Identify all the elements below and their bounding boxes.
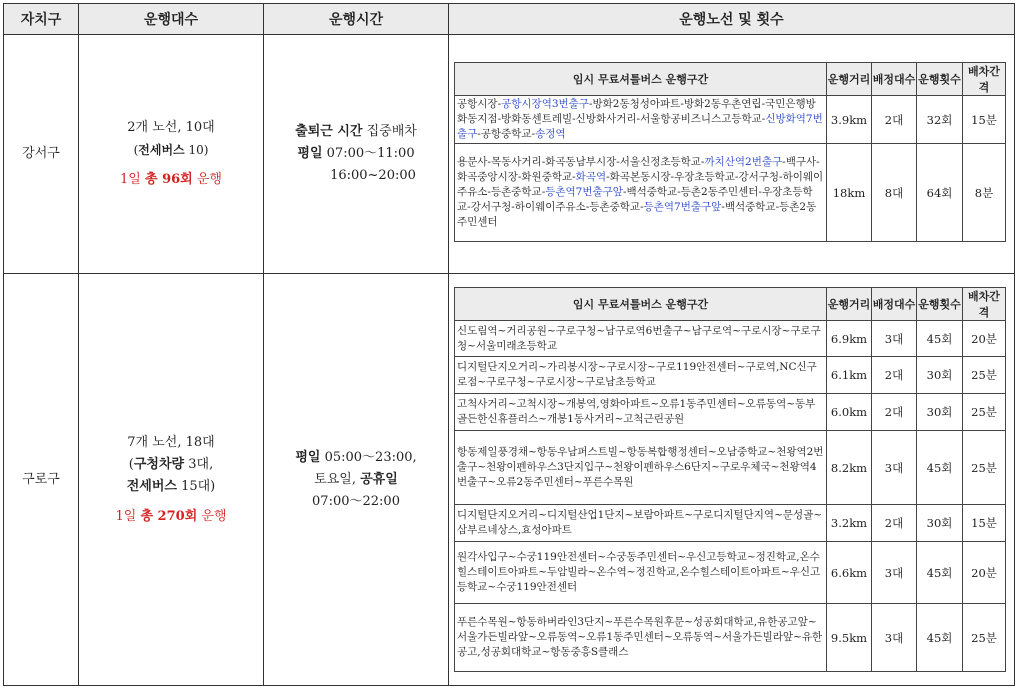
routes-table <box>454 287 1006 672</box>
route-distance: 6.9km <box>827 321 872 357</box>
district-name: 구로구 <box>4 274 79 686</box>
route-path: 공항시장-공항시장역3번출구-방화2동청성아파트-방화2동우촌연립-국민은행방화동지점-방화동센트레빌-신방화사거리-서울항공비즈니스고등학교-신방화역7번출구-공항중학교-송정역 <box>455 96 827 144</box>
vehicles-detail-2: 전세버스 15대) <box>126 478 216 494</box>
hours-pm: 16:00~20:00 <box>330 168 416 183</box>
shuttle-bus-table-container <box>3 3 1015 685</box>
route-buses: 2대 <box>872 96 917 144</box>
district-row-guro <box>4 274 1015 686</box>
route-row <box>455 431 1006 505</box>
vehicles-line: 2개 노선, 10대 <box>127 120 215 135</box>
route-trips: 45회 <box>917 431 963 505</box>
route-row <box>455 144 1006 242</box>
route-buses: 2대 <box>872 505 917 542</box>
route-row <box>455 394 1006 431</box>
route-distance: 3.2km <box>827 505 872 542</box>
hours-cell <box>264 35 449 274</box>
routes-header-0: 임시 무료셔틀버스 운행구간 <box>455 288 827 321</box>
route-distance: 18km <box>827 144 872 242</box>
routes-header-2: 배정대수 <box>872 63 917 96</box>
route-buses: 8대 <box>872 144 917 242</box>
route-row <box>455 357 1006 394</box>
route-interval: 15분 <box>963 96 1006 144</box>
routes-header-2: 배정대수 <box>872 288 917 321</box>
route-trips: 45회 <box>917 321 963 357</box>
route-interval: 15분 <box>963 505 1006 542</box>
vehicles-cell <box>79 35 264 274</box>
routes-cell <box>449 35 1015 274</box>
header-row <box>4 4 1015 35</box>
routes-header-4: 배차간격 <box>963 288 1006 321</box>
route-buses: 2대 <box>872 394 917 431</box>
route-interval: 8분 <box>963 144 1006 242</box>
route-trips: 30회 <box>917 357 963 394</box>
routes-header-0: 임시 무료셔틀버스 운행구간 <box>455 63 827 96</box>
route-trips: 32회 <box>917 96 963 144</box>
route-trips: 45회 <box>917 604 963 672</box>
district-row-gangseo <box>4 35 1015 274</box>
route-row <box>455 604 1006 672</box>
district-name: 강서구 <box>4 35 79 274</box>
route-interval: 25분 <box>963 394 1006 431</box>
routes-header-1: 운행거리 <box>827 288 872 321</box>
route-row <box>455 542 1006 604</box>
hours-weekend-label: 토요일, 공휴일 <box>314 471 398 487</box>
routes-header-row <box>455 63 1006 96</box>
routes-header-3: 운행횟수 <box>917 63 963 96</box>
routes-table <box>454 62 1006 242</box>
hours-weekend: 07:00～22:00 <box>312 493 400 509</box>
route-interval: 25분 <box>963 604 1006 672</box>
route-distance: 6.1km <box>827 357 872 394</box>
hours-cell <box>264 274 449 686</box>
route-buses: 2대 <box>872 357 917 394</box>
route-path: 항동제일풍경채~항동우남퍼스트빌~항동복합행정센터~오남중학교~천왕역2번출구~천왕이펜하우스3단지입구~천왕이펜하우스6단지~구로우체국~천왕역4번출구~오류2동주민센터~푸른수목원 <box>455 431 827 505</box>
routes-header-row <box>455 288 1006 321</box>
route-path: 푸른수목원~항동하버라인3단지~푸른수목원후문~성공회대학교,유한공고앞~서울가든빌라앞~오류동역~오류1동주민센터~오류동역~서울가든빌라앞~유한공고,성공회대학교~항동중흥S클래스 <box>455 604 827 672</box>
route-path: 고척사거리~고척시장~개봉역,영화아파트~오류1동주민센터~오류동역~동부골든한신휴플러스~개봉1동사거리~고척근린공원 <box>455 394 827 431</box>
route-path: 디지털단지오거리~가리봉시장~구로시장~구로119안전센터~구로역,NC신구로점~구로구청~구로시장~구로남초등학교 <box>455 357 827 394</box>
route-path: 원각사입구~수궁119안전센터~수궁동주민센터~우신고등학교~정진학교,온수힐스테이트아파트~두암빌라~온수역~정진학교,온수힐스테이트아파트~우신고등학교~수궁119안전센터 <box>455 542 827 604</box>
route-trips: 45회 <box>917 542 963 604</box>
header-vehicles: 운행대수 <box>79 4 264 35</box>
route-row <box>455 505 1006 542</box>
route-distance: 8.2km <box>827 431 872 505</box>
route-interval: 25분 <box>963 357 1006 394</box>
route-distance: 3.9km <box>827 96 872 144</box>
route-distance: 6.0km <box>827 394 872 431</box>
route-buses: 3대 <box>872 321 917 357</box>
route-row <box>455 321 1006 357</box>
vehicles-detail: (전세버스 10) <box>133 143 209 157</box>
route-trips: 30회 <box>917 505 963 542</box>
route-distance: 6.6km <box>827 542 872 604</box>
total-trips: 1일 총 96회 운행 <box>120 172 222 187</box>
route-path: 신도림역~거리공원~구로구청~남구로역6번출구~남구로역~구로시장~구로구청~서울미래초등학교 <box>455 321 827 357</box>
route-buses: 3대 <box>872 431 917 505</box>
routes-header-4: 배차간격 <box>963 63 1006 96</box>
route-interval: 25분 <box>963 431 1006 505</box>
route-trips: 64회 <box>917 144 963 242</box>
routes-header-1: 운행거리 <box>827 63 872 96</box>
header-district: 자치구 <box>4 4 79 35</box>
route-distance: 9.5km <box>827 604 872 672</box>
route-buses: 3대 <box>872 542 917 604</box>
header-hours: 운행시간 <box>264 4 449 35</box>
hours-weekday: 평일 07:00～11:00 <box>297 146 415 161</box>
route-row <box>455 96 1006 144</box>
vehicles-cell <box>79 274 264 686</box>
route-path: 용문사-목동사거리-화곡동남부시장-서울신정초등학교-까치산역2번출구-백구사-화곡중앙시장-화원중학교-화곡역-화곡본동시장-우장초등학교-강서구청-하이웨이주유소-등촌중학교-등촌역7번출구앞-백석중학교-등촌2동주민센터-우장초등학교-강서구청-하이웨이주유소-등촌중학교-등촌역7번출구앞-백석중학교-등촌2동주민센터 <box>455 144 827 242</box>
vehicles-line: 7개 노선, 18대 <box>127 434 215 450</box>
route-buses: 3대 <box>872 604 917 672</box>
route-interval: 20분 <box>963 321 1006 357</box>
route-trips: 30회 <box>917 394 963 431</box>
shuttle-bus-table <box>3 3 1015 686</box>
route-interval: 20분 <box>963 542 1006 604</box>
routes-cell <box>449 274 1015 686</box>
total-trips: 1일 총 270회 운행 <box>115 508 227 524</box>
header-routes: 운행노선 및 횟수 <box>449 4 1015 35</box>
routes-header-3: 운행횟수 <box>917 288 963 321</box>
hours-title: 출퇴근 시간 집중배차 <box>295 124 417 139</box>
vehicles-detail: (구청차량 3대, <box>128 456 214 472</box>
route-path: 디지털단지오거리~디지털산업1단지~보람아파트~구로디지털단지역~문성골~삼부르네상스,효성아파트 <box>455 505 827 542</box>
hours-weekday: 평일 05:00～23:00, <box>295 449 417 465</box>
